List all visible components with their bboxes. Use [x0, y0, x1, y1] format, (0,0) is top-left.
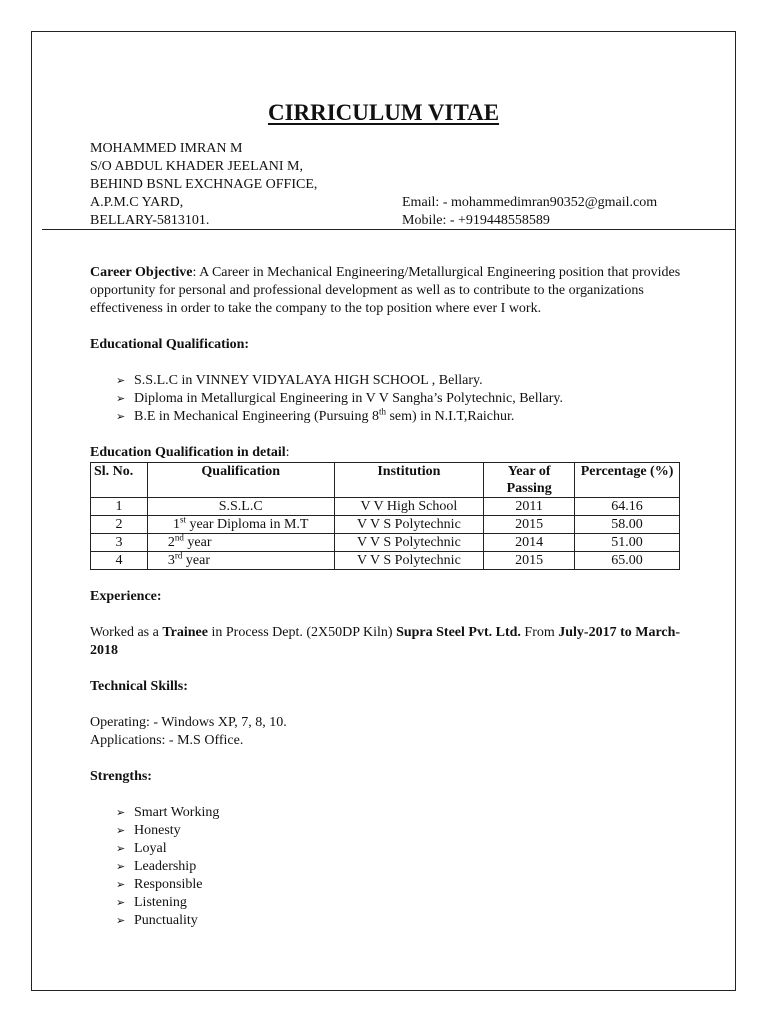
table-row [91, 534, 680, 552]
table-row [91, 516, 680, 534]
cell-percentage: 58.00 [575, 516, 680, 534]
mobile-text: Mobile: - +919448558589 [402, 213, 550, 228]
skills-applications: Applications: - M.S Office. [90, 733, 244, 748]
qualification-text: 3 [167, 553, 175, 568]
arrow-bullet-icon: ➢ [116, 879, 126, 891]
list-item [116, 840, 690, 858]
experience-text-part: in Process Dept. (2X50DP Kiln) [207, 625, 397, 640]
education-heading: Educational Qualification: [90, 337, 250, 352]
cell-year: 2014 [484, 534, 575, 552]
strength-text: Loyal [134, 841, 167, 856]
arrow-bullet-icon: ➢ [116, 807, 126, 819]
qualification-text: 1 [172, 517, 180, 532]
column-header-percentage: Percentage (%) [575, 463, 680, 498]
cell-qualification [147, 498, 334, 516]
contact-block [402, 194, 657, 230]
list-item [116, 876, 690, 894]
superscript: rd [174, 550, 183, 561]
arrow-bullet-icon: ➢ [116, 375, 126, 387]
list-item [116, 894, 690, 912]
list-item [116, 858, 690, 876]
cell-year: 2015 [484, 516, 575, 534]
experience-text-part: Worked as a [90, 625, 163, 640]
experience-company: Supra Steel Pvt. Ltd. [396, 625, 521, 640]
cell-year: 2011 [484, 498, 575, 516]
cell-percentage: 65.00 [575, 552, 680, 570]
detail-heading [90, 444, 690, 462]
arrow-bullet-icon: ➢ [116, 843, 126, 855]
column-header-qualification: Qualification [147, 463, 334, 498]
detail-heading-colon: : [285, 445, 290, 460]
address-line: A.P.M.C YARD, [90, 195, 184, 210]
experience-period: July-2017 to March-2018 [90, 625, 681, 658]
cell-qualification [147, 534, 334, 552]
strength-text: Responsible [134, 877, 203, 892]
resume-page [31, 31, 736, 991]
arrow-bullet-icon: ➢ [116, 411, 126, 423]
arrow-bullet-icon: ➢ [116, 897, 126, 909]
address-block [90, 140, 317, 230]
skills-operating: Operating: - Windows XP, 7, 8, 10. [90, 715, 287, 730]
strengths-list [90, 804, 690, 930]
experience-text [90, 624, 690, 660]
qualification-text: year [182, 553, 210, 568]
qualification-text: 2 [167, 535, 175, 550]
email-text: Email: - mohammedimran90352@gmail.com [402, 195, 658, 210]
arrow-bullet-icon: ➢ [116, 825, 126, 837]
address-line: S/O ABDUL KHADER JEELANI M, [90, 159, 303, 174]
strength-text: Leadership [134, 859, 197, 874]
superscript: st [179, 514, 186, 525]
education-item-text: sem) in N.I.T,Raichur. [385, 409, 515, 424]
superscript: nd [174, 532, 184, 543]
skills-heading: Technical Skills: [90, 679, 188, 694]
superscript: th [378, 406, 386, 417]
list-item [116, 804, 690, 822]
cell-year: 2015 [484, 552, 575, 570]
experience-role: Trainee [162, 625, 208, 640]
list-item [116, 372, 690, 390]
cell-institution: V V S Polytechnic [334, 534, 484, 552]
resume-body [90, 264, 690, 930]
education-table [90, 462, 680, 570]
strength-text: Honesty [134, 823, 181, 838]
strength-text: Smart Working [134, 805, 220, 820]
strengths-heading: Strengths: [90, 769, 152, 784]
column-header-institution: Institution [334, 463, 484, 498]
education-item-text: S.S.L.C in VINNEY VIDYALAYA HIGH SCHOOL , Bellary. [134, 373, 483, 388]
education-list [90, 372, 690, 426]
qualification-text: year Diploma in M.T [185, 517, 309, 532]
list-item [116, 390, 690, 408]
address-line: BEHIND BSNL EXCHNAGE OFFICE, [90, 177, 318, 192]
cell-qualification [147, 516, 334, 534]
list-item [116, 822, 690, 840]
cell-sl-no: 3 [91, 534, 148, 552]
cell-percentage: 51.00 [575, 534, 680, 552]
experience-text-part: From [520, 625, 559, 640]
education-item-text: B.E in Mechanical Engineering (Pursuing 8 [134, 409, 379, 424]
table-header-row [91, 463, 680, 498]
table-row [91, 552, 680, 570]
strength-text: Punctuality [134, 913, 198, 928]
cell-sl-no: 2 [91, 516, 148, 534]
career-objective-text: : A Career in Mechanical Engineering/Metallurgical Engineering position that provides opportunity for personal and professional development as well as to contribute to the organizations effectiveness in order to take the company to the top position where ever I work. [90, 265, 681, 316]
column-header-year: Year of Passing [484, 463, 575, 498]
education-item-text: Diploma in Metallurgical Engineering in V V Sangha’s Polytechnic, Bellary. [134, 391, 564, 406]
list-item [116, 912, 690, 930]
address-line: MOHAMMED IMRAN M [90, 141, 243, 156]
career-objective [90, 264, 690, 318]
cell-institution: V V S Polytechnic [334, 516, 484, 534]
header-divider [42, 229, 735, 230]
qualification-text: S.S.L.C [218, 499, 263, 514]
cell-sl-no: 4 [91, 552, 148, 570]
arrow-bullet-icon: ➢ [116, 915, 126, 927]
cell-qualification [147, 552, 334, 570]
cell-percentage: 64.16 [575, 498, 680, 516]
strength-text: Listening [134, 895, 187, 910]
document-title: CIRRICULUM VITAE [267, 100, 500, 125]
experience-heading: Experience: [90, 589, 162, 604]
list-item [116, 408, 690, 426]
qualification-text: year [183, 535, 212, 550]
address-line: BELLARY-5813101. [90, 213, 210, 228]
career-objective-label: Career Objective [90, 265, 193, 280]
detail-heading-text: Education Qualification in detail [90, 445, 286, 460]
table-row [91, 498, 680, 516]
arrow-bullet-icon: ➢ [116, 393, 126, 405]
cell-institution: V V S Polytechnic [334, 552, 484, 570]
column-header-sl-no: Sl. No. [91, 463, 148, 498]
cell-sl-no: 1 [91, 498, 148, 516]
arrow-bullet-icon: ➢ [116, 861, 126, 873]
cell-institution: V V High School [334, 498, 484, 516]
